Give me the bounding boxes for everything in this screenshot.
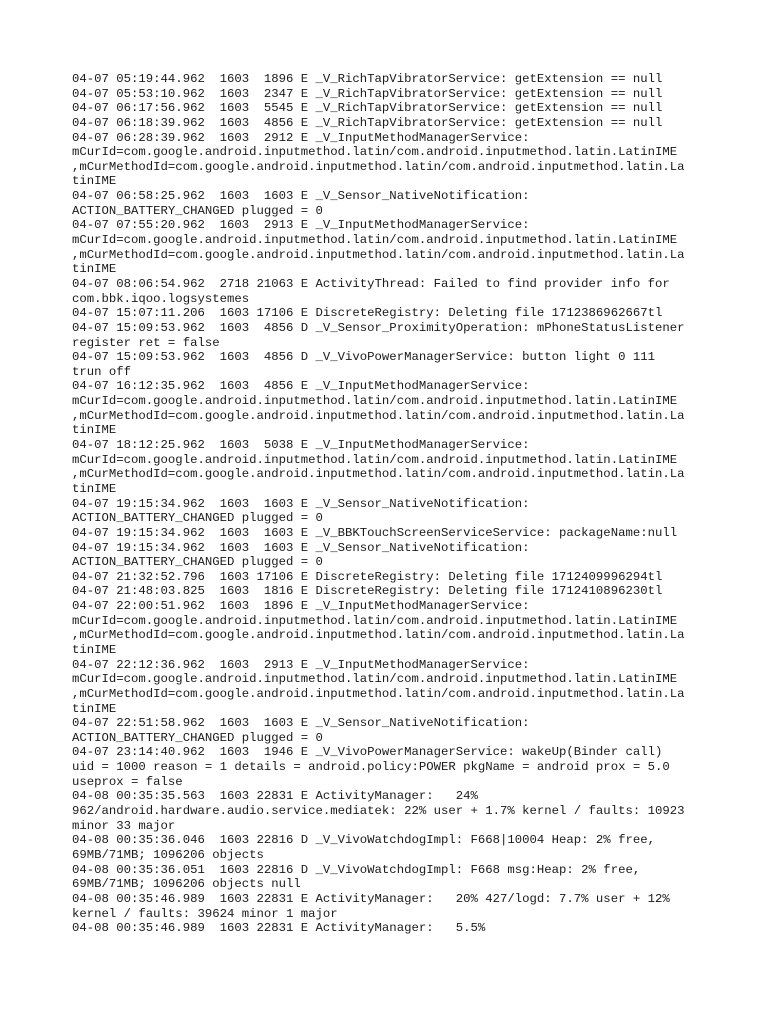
log-line: ,mCurMethodId=com.google.android.inputmethod.latin/com.android.inputmethod.latin.La xyxy=(72,686,685,701)
log-line: 04-08 00:35:35.563 1603 22831 E ActivityManager: 24% xyxy=(72,789,478,804)
log-line: 04-08 00:35:36.051 1603 22816 D _V_VivoWatchdogImpl: F668 msg:Heap: 2% free, xyxy=(72,862,641,877)
log-line: mCurId=com.google.android.inputmethod.latin/com.android.inputmethod.latin.LatinIME xyxy=(72,672,678,687)
log-line: 04-07 15:09:53.962 1603 4856 D _V_VivoPowerManagerService: button light 0 111 xyxy=(72,350,655,365)
log-line: 04-07 21:32:52.796 1603 17106 E DiscreteRegistry: Deleting file 1712409996294tl xyxy=(72,569,663,584)
log-line: 04-07 22:51:58.962 1603 1603 E _V_Sensor_NativeNotification: xyxy=(72,716,530,731)
log-line: 04-07 06:17:56.962 1603 5545 E _V_RichTapVibratorService: getExtension == null xyxy=(72,101,663,116)
log-line: 04-07 06:58:25.962 1603 1603 E _V_Sensor_NativeNotification: xyxy=(72,189,530,204)
log-line: mCurId=com.google.android.inputmethod.latin/com.android.inputmethod.latin.LatinIME xyxy=(72,613,678,628)
log-line: ,mCurMethodId=com.google.android.inputmethod.latin/com.android.inputmethod.latin.La xyxy=(72,247,685,262)
log-line: com.bbk.iqoo.logsystemes xyxy=(72,291,250,306)
log-line: ACTION_BATTERY_CHANGED plugged = 0 xyxy=(72,730,323,745)
log-line: 04-07 15:09:53.962 1603 4856 D _V_Sensor_ProximityOperation: mPhoneStatusListener xyxy=(72,320,685,335)
log-line: 04-07 23:14:40.962 1603 1946 E _V_VivoPowerManagerService: wakeUp(Binder call) xyxy=(72,745,663,760)
log-line: ACTION_BATTERY_CHANGED plugged = 0 xyxy=(72,555,323,570)
log-line: mCurId=com.google.android.inputmethod.latin/com.android.inputmethod.latin.LatinIME xyxy=(72,145,678,160)
log-line: 04-07 05:53:10.962 1603 2347 E _V_RichTapVibratorService: getExtension == null xyxy=(72,86,663,101)
log-line: ,mCurMethodId=com.google.android.inputmethod.latin/com.android.inputmethod.latin.La xyxy=(72,467,685,482)
log-line: 04-08 00:35:46.989 1603 22831 E ActivityManager: 20% 427/logd: 7.7% user + 12% xyxy=(72,891,670,906)
log-line: tinIME xyxy=(72,481,117,496)
log-line: tinIME xyxy=(72,701,117,716)
log-line: minor 33 major xyxy=(72,818,176,833)
log-line: tinIME xyxy=(72,262,117,277)
log-line: 04-07 21:48:03.825 1603 1816 E DiscreteRegistry: Deleting file 1712410896230tl xyxy=(72,584,663,599)
log-line: 04-08 00:35:36.046 1603 22816 D _V_VivoWatchdogImpl: F668|10004 Heap: 2% free, xyxy=(72,833,655,848)
log-line: trun off xyxy=(72,364,132,379)
log-line: 04-07 19:15:34.962 1603 1603 E _V_Sensor_NativeNotification: xyxy=(72,540,530,555)
log-line: 04-07 06:28:39.962 1603 2912 E _V_InputMethodManagerService: xyxy=(72,130,530,145)
log-line: 04-07 22:12:36.962 1603 2913 E _V_InputMethodManagerService: xyxy=(72,657,530,672)
log-line: mCurId=com.google.android.inputmethod.latin/com.android.inputmethod.latin.LatinIME xyxy=(72,452,678,467)
log-text-block xyxy=(72,72,712,936)
log-line: 69MB/71MB; 1096206 objects xyxy=(72,847,264,862)
log-line: 04-07 06:18:39.962 1603 4856 E _V_RichTapVibratorService: getExtension == null xyxy=(72,115,663,130)
log-line: 04-07 15:07:11.206 1603 17106 E DiscreteRegistry: Deleting file 1712386962667tl xyxy=(72,306,663,321)
log-line: ACTION_BATTERY_CHANGED plugged = 0 xyxy=(72,203,323,218)
log-line: 04-07 19:15:34.962 1603 1603 E _V_Sensor_NativeNotification: xyxy=(72,496,530,511)
log-line: tinIME xyxy=(72,174,117,189)
log-line: tinIME xyxy=(72,642,117,657)
log-line: 04-08 00:35:46.989 1603 22831 E ActivityManager: 5.5% xyxy=(72,921,486,936)
log-line: 04-07 08:06:54.962 2718 21063 E ActivityThread: Failed to find provider info for xyxy=(72,276,670,291)
log-line: uid = 1000 reason = 1 details = android.policy:POWER pkgName = android prox = 5.0 xyxy=(72,760,670,775)
log-line: 04-07 16:12:35.962 1603 4856 E _V_InputMethodManagerService: xyxy=(72,379,530,394)
log-line: ,mCurMethodId=com.google.android.inputmethod.latin/com.android.inputmethod.latin.La xyxy=(72,628,685,643)
log-line: register ret = false xyxy=(72,335,220,350)
log-line: ,mCurMethodId=com.google.android.inputmethod.latin/com.android.inputmethod.latin.La xyxy=(72,408,685,423)
log-line: ACTION_BATTERY_CHANGED plugged = 0 xyxy=(72,511,323,526)
log-line: useprox = false xyxy=(72,774,183,789)
log-line: mCurId=com.google.android.inputmethod.latin/com.android.inputmethod.latin.LatinIME xyxy=(72,233,678,248)
log-line: 04-07 05:19:44.962 1603 1896 E _V_RichTapVibratorService: getExtension == null xyxy=(72,72,663,86)
log-line: 04-07 18:12:25.962 1603 5038 E _V_InputMethodManagerService: xyxy=(72,438,530,453)
log-line: 04-07 22:00:51.962 1603 1896 E _V_InputMethodManagerService: xyxy=(72,599,530,614)
log-line: 04-07 07:55:20.962 1603 2913 E _V_InputMethodManagerService: xyxy=(72,218,530,233)
log-line: kernel / faults: 39624 minor 1 major xyxy=(72,906,338,921)
log-line: ,mCurMethodId=com.google.android.inputmethod.latin/com.android.inputmethod.latin.La xyxy=(72,159,685,174)
log-line: 04-07 19:15:34.962 1603 1603 E _V_BBKTouchScreenServiceService: packageName:null xyxy=(72,525,678,540)
log-line: mCurId=com.google.android.inputmethod.latin/com.android.inputmethod.latin.LatinIME xyxy=(72,394,678,409)
log-line: 962/android.hardware.audio.service.mediatek: 22% user + 1.7% kernel / faults: 10923 xyxy=(72,804,685,819)
log-line: 69MB/71MB; 1096206 objects null xyxy=(72,877,301,892)
log-line: tinIME xyxy=(72,423,117,438)
